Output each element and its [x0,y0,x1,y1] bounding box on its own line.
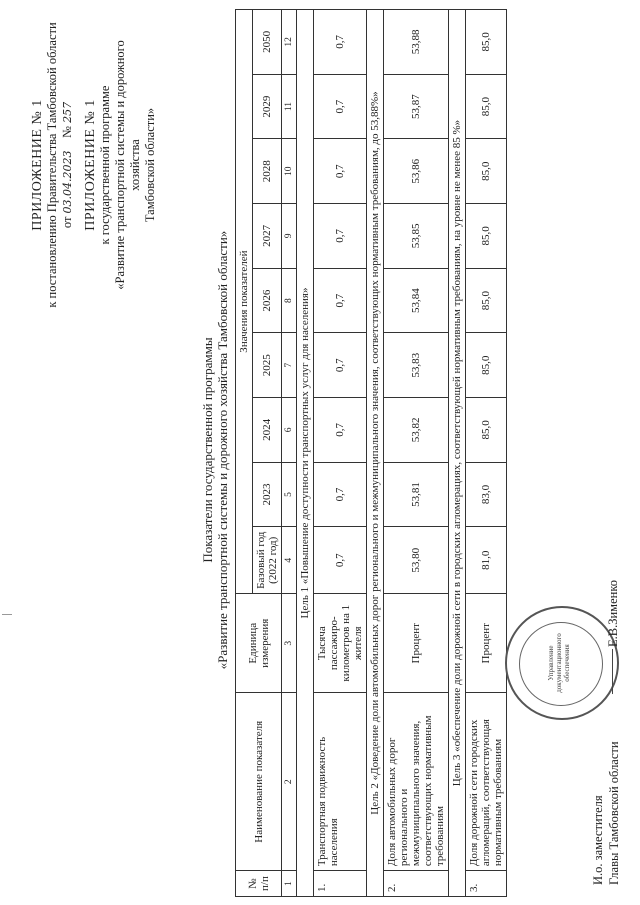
column-index: 5 [282,462,297,527]
value-cell: 85,0 [466,10,507,75]
decree-date-prefix: от [60,216,74,229]
value-cell: 53,87 [384,74,449,139]
header-year: 2029 [253,74,282,139]
decree-date-number [60,15,75,315]
header-year: 2050 [253,10,282,75]
column-index: 11 [282,74,297,139]
value-cell: 53,81 [384,462,449,527]
value-cell: 85,0 [466,268,507,333]
header-year: 2026 [253,268,282,333]
decree-date: 03.04.2023 [61,150,74,214]
row-number: 2. [384,871,449,897]
seal-center-text: Управление документационного обеспечения [547,633,571,693]
decree-number: 257 [61,101,74,123]
signatory-name: Е.В.Зименко [606,579,620,647]
value-cell: 53,82 [384,398,449,463]
column-index: 12 [282,10,297,75]
header-year: 2028 [253,139,282,204]
table-row [314,10,367,897]
indicator-unit: Процент [466,594,507,693]
scan-margin-mark [2,614,12,615]
value-cell: 85,0 [466,398,507,463]
indicator-name: Транспортная подвижность населения [314,693,367,871]
indicator-unit: Процент [384,594,449,693]
signature-position [590,741,622,885]
column-index: 9 [282,204,297,269]
header-name: Наименование показателя [236,693,282,871]
goal-row [449,10,466,897]
document-title [200,55,230,845]
value-cell: 83,0 [466,462,507,527]
column-index: 6 [282,398,297,463]
column-index: 3 [282,594,297,693]
appendix-header [30,15,158,315]
program-reference: к государственной программе [98,85,112,245]
signature-position-line-1: И.о. заместителя [591,795,605,885]
indicator-name: Доля автомобильных дорог регионального и межмуниципального значения, соответствующих нормативным требованиям [384,693,449,871]
indicators-table [235,9,507,897]
row-number: 3. [466,871,507,897]
goal-3: Цель 3 «обеспечение доли дорожной сети в городских агломерациях, соответствующей нормативным требованиям, на уровне не менее 85 %» [449,10,466,897]
value-cell: 53,86 [384,139,449,204]
value-cell: 53,84 [384,268,449,333]
value-cell: 0,7 [314,398,367,463]
header-values-group: Значения показателей [236,10,253,594]
header-base-year: Базовый год (2022 год) [253,527,282,594]
value-cell: 0,7 [314,74,367,139]
column-index: 8 [282,268,297,333]
document-title-line-1: Показатели государственной программы [200,337,215,563]
signature-position-line-2: Главы Тамбовской области [607,741,621,885]
table-row [384,10,449,897]
header-year: 2025 [253,333,282,398]
header-unit: Единица измерения [236,594,282,693]
header-year: 2023 [253,462,282,527]
decree-reference: к постановлению Правительства Тамбовской области [45,22,59,308]
value-cell: 0,7 [314,10,367,75]
column-index-row [282,10,297,897]
program-name-line-2: Тамбовской области» [143,107,157,223]
table-header-row [236,10,253,897]
appendix-title-2: ПРИЛОЖЕНИЕ № 1 [83,99,98,231]
column-index: 7 [282,333,297,398]
column-index: 10 [282,139,297,204]
value-cell: 53,83 [384,333,449,398]
value-cell: 85,0 [466,204,507,269]
column-index: 4 [282,527,297,594]
goal-2: Цель 2 «Доведение доли автомобильных дорог регионального и межмуниципального значения, соответствующих нормативным требованиям, до 53,88%» [367,10,384,897]
goal-1: Цель 1 «Повышение доступности транспортных услуг для населения» [297,10,314,897]
value-cell: 53,88 [384,10,449,75]
value-cell: 0,7 [314,204,367,269]
value-cell: 85,0 [466,139,507,204]
value-cell: 53,85 [384,204,449,269]
value-cell: 0,7 [314,462,367,527]
value-cell: 0,7 [314,333,367,398]
header-no: № п/п [236,871,282,897]
document-title-line-2: «Развитие транспортной системы и дорожного хозяйства Тамбовской области» [215,230,230,670]
value-cell: 0,7 [314,139,367,204]
column-index: 1 [282,871,297,897]
goal-row [297,10,314,897]
value-cell: 85,0 [466,333,507,398]
value-cell: 53,80 [384,527,449,594]
row-number: 1. [314,871,367,897]
indicator-unit: Тысяча пассажиро-километров на 1 жителя [314,594,367,693]
value-cell: 0,7 [314,527,367,594]
goal-row [367,10,384,897]
decree-no-prefix: № [60,126,74,138]
value-cell: 81,0 [466,527,507,594]
header-year: 2024 [253,398,282,463]
value-cell: 0,7 [314,268,367,333]
value-cell: 85,0 [466,74,507,139]
program-name-line-1: «Развитие транспортной системы и дорожного хозяйства [113,40,142,290]
appendix-title: ПРИЛОЖЕНИЕ № 1 [30,99,45,231]
handwritten-signature [590,641,613,694]
table-row [466,10,507,897]
column-index: 2 [282,693,297,871]
header-year: 2027 [253,204,282,269]
indicator-name: Доля дорожной сети городских агломераций, соответствующая нормативным требованиям [466,693,507,871]
